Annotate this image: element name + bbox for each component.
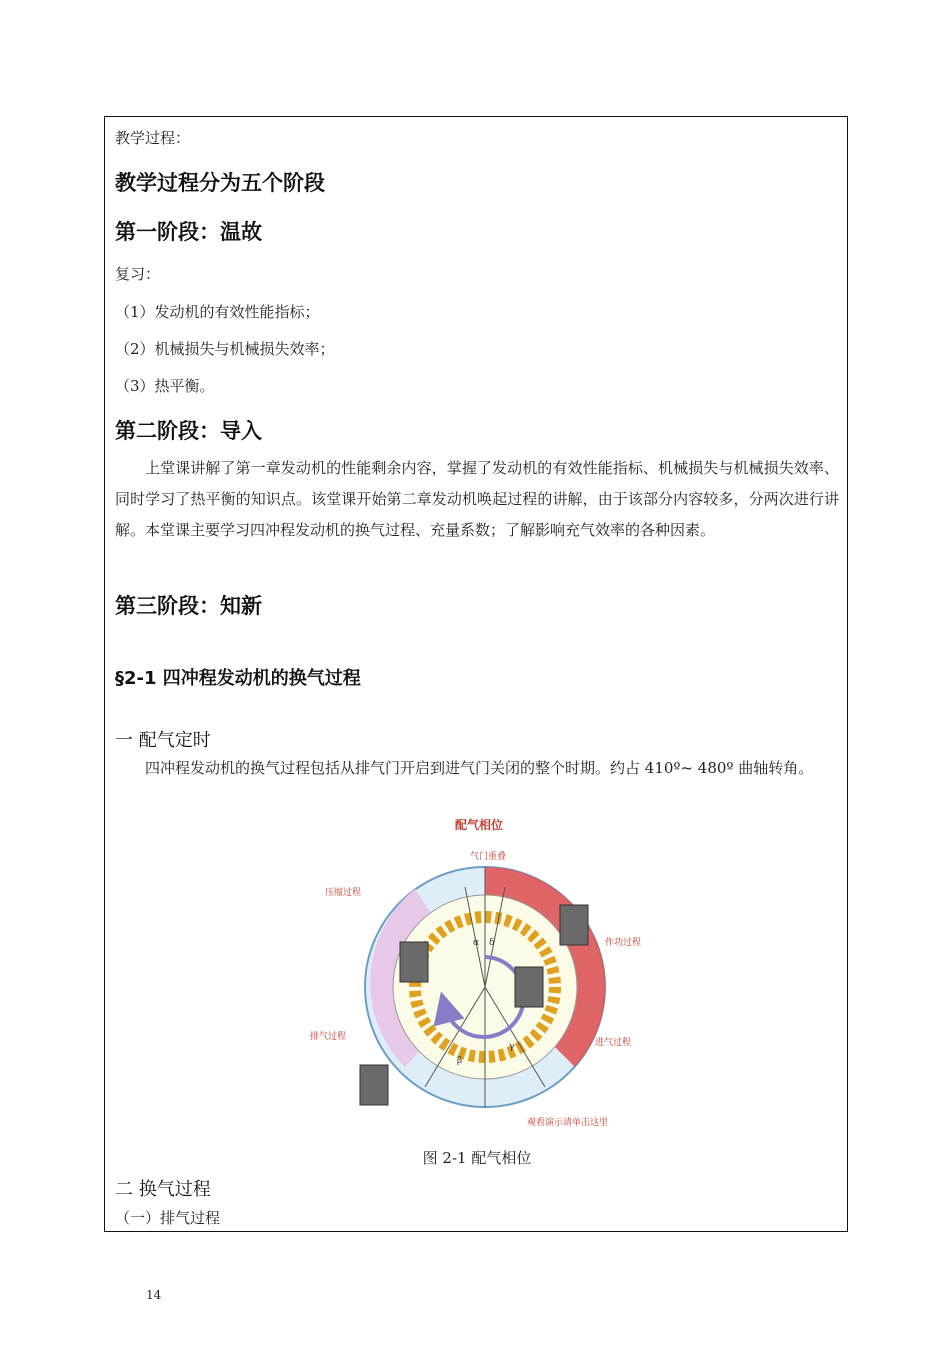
piston-icon [515, 967, 543, 1007]
intake-label: 进气过程 [595, 1038, 632, 1048]
figure-title: 配气相位 [455, 818, 504, 832]
piston-icon [400, 942, 428, 982]
review-item: （1）发动机的有效性能指标； [115, 303, 320, 321]
stage1-title: 第一阶段：温故 [115, 220, 262, 244]
beta-label: β [457, 1056, 463, 1066]
alpha-label: α [473, 938, 480, 948]
subsection-title: 一 配气定时 [115, 730, 211, 751]
review-item: （3）热平衡。 [115, 377, 215, 395]
stage2-title: 第二阶段：导入 [115, 419, 262, 443]
main-title: 教学过程分为五个阶段 [115, 171, 325, 195]
intro-paragraph: 上堂课讲解了第一章发动机的性能剩余内容，掌握了发动机的有效性能指标、机械损失与机械损失效率、同时学习了热平衡的知识点。该堂课开始第二章发动机唤起过程的讲解，由于该部分内容较多，分两次进行讲解。本堂课主要学习四冲程发动机的换气过程、充量系数；了解影响充气效率的各种因素。 [115, 459, 839, 539]
subsection-title: 二 换气过程 [115, 1179, 211, 1200]
figure-caption: 图 2-1 配气相位 [422, 1149, 532, 1167]
cell-content [115, 117, 839, 1231]
gamma-label: γ [509, 1042, 515, 1052]
stage3-title: 第三阶段：知新 [115, 594, 262, 618]
header-label: 教学过程： [115, 129, 191, 147]
piston-icon [560, 905, 588, 945]
valve-timing-paragraph: 四冲程发动机的换气过程包括从排气门开启到进气门关闭的整个时期。约占 410º~ 480º 曲轴转角。 [145, 759, 814, 777]
power-label: 作功过程 [605, 938, 642, 948]
review-label: 复习： [115, 265, 161, 283]
lesson-table-cell [104, 116, 848, 1232]
valve-timing-diagram[interactable] [305, 817, 665, 1133]
demo-link[interactable]: 观看演示请单击这里 [527, 1118, 609, 1128]
overlap-label: 气门重叠 [470, 852, 507, 862]
compression-label: 压缩过程 [325, 888, 362, 898]
page-number: 14 [146, 1288, 162, 1302]
exhaust-label: 排气过程 [310, 1032, 347, 1042]
section-title: §2-1 四冲程发动机的换气过程 [115, 668, 361, 689]
review-item: （2）机械损失与机械损失效率； [115, 340, 335, 358]
delta-label: δ [489, 938, 495, 948]
exhaust-process-item: （一）排气过程 [115, 1209, 221, 1227]
piston-icon [360, 1065, 388, 1105]
